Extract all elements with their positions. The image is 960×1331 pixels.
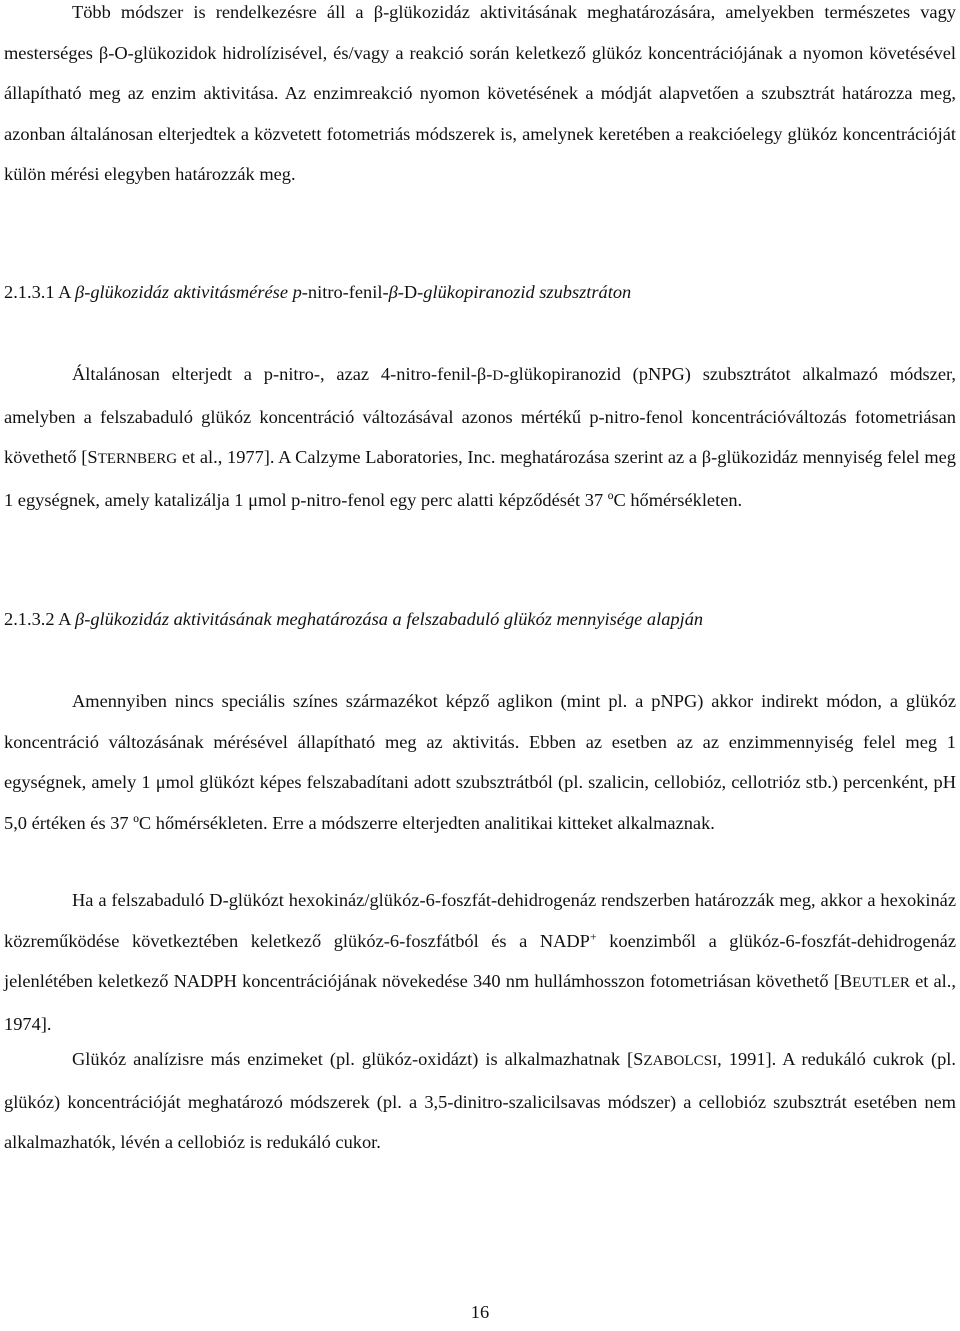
paragraph-text: Amennyiben nincs speciális színes származékot képző aglikon (mint pl. a pNPG) akkor indirekt módon, a glükóz koncentráció változásának mérésével állapítható meg az aktivitás. Ebben az esetben az az enzimmennyiség felel meg 1 egységnek, amely 1 μmol glükózt képes felszabadítani adott szubsztrátból (pl. szalicin, cellobióz, cellotrióz stb.) percenként, pH 5,0 értéken és 37 ºC hőmérsékleten. Erre a módszerre elterjedten analitikai kitteket alkalmaznak. bbox=[4, 691, 956, 833]
paragraph-text: , 1991]. A redukáló cukrok (pl. glükóz) koncentrációját meghatározó módszerek (pl. a 3,5-dinitro-szalicilsavas módszer) a cellobióz szubsztrát esetében nem alkalmazhatók, lévén a cellobióz is redukáló cukor. bbox=[4, 1049, 956, 1152]
page-number: 16 bbox=[470, 1302, 490, 1322]
paragraph-text: et al., 1977]. A Calzyme Laboratories, Inc. meghatározása szerint az a β-glükozidáz mennyiség felel meg 1 egységnek, amely katalizálja 1 μmol p-nitro-fenol egy perc alatti képződését 37 ºC hőmérsékleten. bbox=[4, 447, 956, 510]
citation-author-smallcaps: TERNBERG bbox=[97, 451, 178, 467]
paragraph-other-enzymes bbox=[4, 1039, 956, 1163]
paragraph-intro bbox=[4, 0, 956, 195]
heading-number: 2.1.3.1 A bbox=[4, 282, 76, 302]
paragraph-text: Ha a felszabaduló D-glükózt hexokináz/glükóz-6-foszfát-dehidrogenáz rendszerben határozzák meg, akkor a hexokináz közreműködése következtében keletkező glükóz-6-foszfátból és a NADP bbox=[4, 890, 956, 951]
paragraph-pnpg-method bbox=[4, 354, 956, 520]
heading-italic-end: glükopiranozid szubsztráton bbox=[423, 282, 632, 302]
superscript-plus: + bbox=[589, 928, 597, 943]
paragraph-text: Glükóz analízisre más enzimeket (pl. glükóz-oxidázt) is alkalmazhatnak [S bbox=[72, 1049, 644, 1069]
heading-number: 2.1.3.2 A bbox=[4, 609, 76, 629]
citation-author-smallcaps: ZABOLCSI bbox=[643, 1053, 718, 1069]
paragraph-text: Általánosan elterjedt a p-nitro-, azaz 4-nitro-fenil-β- bbox=[72, 364, 493, 384]
paragraph-text: koenzimből a glükóz-6-foszfát-dehidrogenáz jelenlétében keletkező NADPH koncentrációjának növekedése 340 nm hullámhosszon fotometriásan követhető [B bbox=[4, 930, 956, 991]
paragraph-text: et al., 1974]. bbox=[4, 971, 956, 1034]
section-heading-2-1-3-1 bbox=[4, 272, 956, 312]
section-heading-2-1-3-2 bbox=[4, 599, 956, 639]
heading-d-prefix: -D- bbox=[397, 282, 424, 302]
heading-italic-part: β-glükozidáz aktivitásmérése p bbox=[75, 282, 302, 302]
citation-author-smallcaps: EUTLER bbox=[852, 975, 910, 991]
paragraph-indirect-method bbox=[4, 681, 956, 843]
heading-plain-part: -nitro-fenil- bbox=[301, 282, 389, 302]
heading-italic-part: β-glükozidáz aktivitásának meghatározása a felszabaduló glükóz mennyisége alapján bbox=[75, 609, 704, 629]
heading-beta: β bbox=[388, 282, 398, 302]
small-caps-d: D bbox=[492, 368, 504, 384]
paragraph-intro-text: Több módszer is rendelkezésre áll a β-glükozidáz aktivitásának meghatározására, amelyekben természetes vagy mesterséges β-O-glükozidok hidrolízisével, és/vagy a reakció során keletkező glükóz koncentrációjának a nyomon követésével állapítható meg az enzim aktivitása. Az enzimreakció nyomon követésének a módját alapvetően a szubsztrát határozza meg, azonban általánosan elterjedtek a közvetett fotometriás módszerek is, amelynek keretében a reakcióelegy glükóz koncentrációját külön mérési elegyben határozzák meg. bbox=[4, 2, 956, 184]
paragraph-hexokinase bbox=[4, 880, 956, 1044]
paragraph-text: -glükopiranozid (pNPG) szubsztrátot alkalmazó módszer, amelyben a felszabaduló glükóz koncentráció változásával azonos mértékű p-nitro-fenol koncentrációváltozás fotometriásan követhető [S bbox=[4, 364, 956, 467]
